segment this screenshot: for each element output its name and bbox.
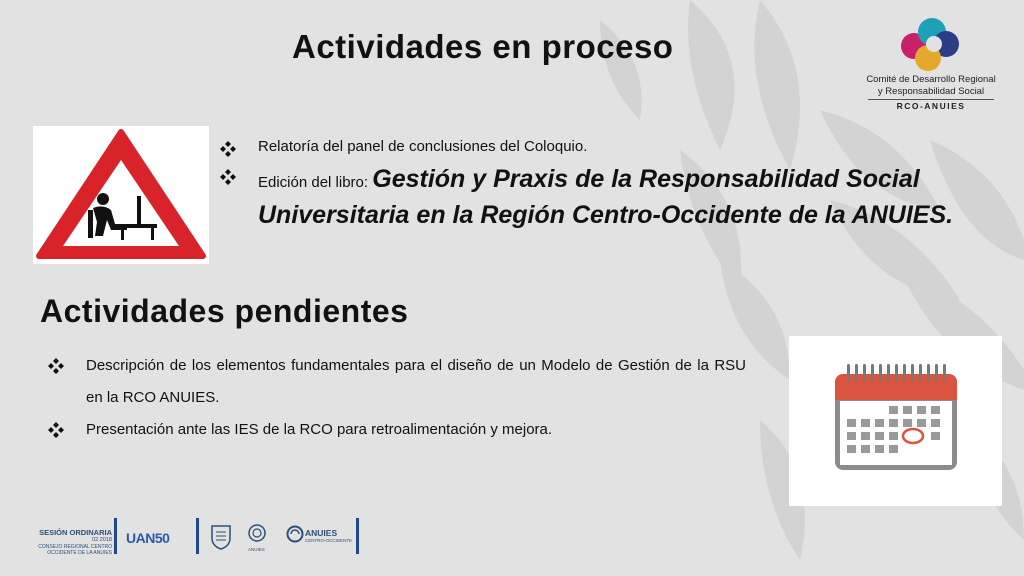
pending-list (46, 350, 746, 446)
logo-circles-icon (862, 10, 1002, 74)
calendar-icon (789, 336, 1002, 506)
anuies-emblem-icon (248, 524, 266, 546)
list-item-text: Presentación ante las IES de la RCO para retroalimentación y mejora. (86, 421, 553, 438)
calendar-image (789, 336, 1002, 506)
page-title-pending: Actividades pendientes (40, 293, 409, 329)
anuies-circle-icon (286, 525, 304, 543)
session-date: 02.2018 (92, 537, 112, 543)
list-item-text: Descripción de los elementos fundamentales para el diseño de un Modelo de Gestión de la RSU en la RCO ANUIES. (86, 357, 746, 406)
footer-divider (196, 518, 199, 554)
list-item (218, 138, 1008, 155)
four-diamond-bullet-icon (220, 141, 236, 157)
footer-divider (114, 518, 117, 554)
footer-logos (0, 510, 400, 570)
logo-line1: Comité de Desarrollo Regional (866, 74, 996, 85)
uan-logo: UAN50 (126, 530, 170, 546)
warning-sign-image (33, 126, 209, 264)
list-item-colon: : (363, 174, 373, 191)
anuies-region: CENTRO-OCCIDENTE (305, 538, 352, 543)
in-progress-list (218, 138, 1008, 235)
anuies-small-label: ANUIES (248, 547, 265, 552)
list-item-text: Relatoría del panel de conclusiones del Coloquio. (258, 138, 588, 155)
footer-divider (356, 518, 359, 554)
page-title-in-progress: Actividades en proceso (292, 28, 674, 65)
four-diamond-bullet-icon (48, 422, 64, 438)
logo-divider (868, 99, 994, 100)
list-item-lead: Edición del libro (258, 174, 364, 191)
list-item (46, 350, 746, 414)
session-title: SESIÓN ORDINARIA (39, 528, 112, 537)
logo-line2: y Responsabilidad Social (877, 86, 985, 97)
four-diamond-bullet-icon (48, 358, 64, 374)
list-item (218, 163, 1008, 235)
anuies-label: ANUIES (305, 528, 338, 538)
list-item (46, 414, 746, 446)
council-name: CONSEJO REGIONAL CENTRO OCCIDENTE DE LA ANUIES (38, 544, 112, 556)
four-diamond-bullet-icon (220, 169, 236, 185)
worker-warning-sign-icon (33, 126, 209, 264)
university-crest-icon (210, 524, 232, 550)
rco-anuies-logo (862, 10, 1002, 115)
book-title: Gestión y Praxis de la Responsabilidad Social Universitaria en la Región Centro-Occidente de la ANUIES. (258, 165, 954, 229)
logo-line3: RCO-ANUIES (896, 101, 966, 111)
